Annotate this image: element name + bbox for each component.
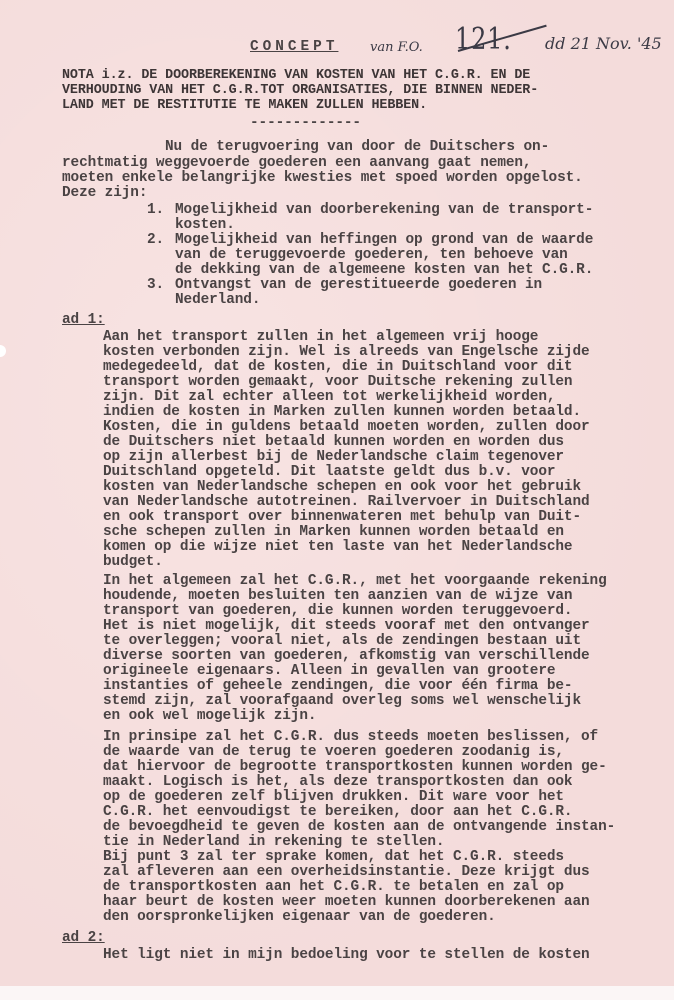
punch-hole <box>0 345 6 357</box>
section-ad1-label: ad 1: <box>62 312 105 328</box>
list-item-line: Mogelijkheid van doorberekening van de transport- <box>175 202 594 218</box>
text-line: transport worden gemaakt, voor Duitsche rekening zullen <box>103 374 573 390</box>
text-line: rechtmatig weggevoerde goederen een aanvang gaat nemen, <box>62 155 532 171</box>
text-line: Bij punt 3 zal ter sprake komen, dat het C.G.R. steeds <box>103 849 564 865</box>
ad1-paragraph-3 <box>103 730 615 925</box>
text-line: diverse soorten van goederen, afkomstig van verschillende <box>103 648 590 664</box>
text-line: C.G.R. het eenvoudigst te bereiken, door aan het C.G.R. <box>103 804 573 820</box>
text-line: op zijn allerbest bij de Nederlandsche claim tegenover <box>103 449 564 465</box>
text-line: In het algemeen zal het C.G.R., met het voorgaande rekening <box>103 573 607 589</box>
text-line: Aan het transport zullen in het algemeen vrij hooge <box>103 329 539 345</box>
text-line: den oorspronkelijken eigenaar van de goederen. <box>103 909 496 925</box>
text-line: indien de kosten in Marken zullen kunnen worden betaald. <box>103 404 582 420</box>
text-line: van Nederlandsche autotreinen. Railvervoer in Duitschland <box>103 494 590 510</box>
text-line: en ook wel mogelijk zijn. <box>103 708 317 724</box>
list-number: 2. <box>147 232 165 248</box>
text-line: Deze zijn: <box>62 185 148 201</box>
list-item-line: Ontvangst van de gerestitueerde goederen in <box>175 277 543 293</box>
handwritten-date: dd 21 Nov. '45 <box>545 34 662 53</box>
text-line: moeten enkele belangrijke kwesties met spoed worden opgelost. <box>62 170 583 186</box>
text-line: de bevoegdheid te geven de kosten aan de ontvangende instan- <box>103 819 616 835</box>
title-separator: ------------- <box>250 115 361 131</box>
text-line: te overleggen; vooral niet, als de zendingen bestaan uit <box>103 633 582 649</box>
text-line: zijn. Dit zal echter alleen tot werkelijkheid worden, <box>103 389 556 405</box>
text-line: origineele eigenaars. Alleen in gevallen van grootere <box>103 663 556 679</box>
text-line: de transportkosten aan het C.G.R. te betalen en zal op <box>103 879 564 895</box>
list-number: 1. <box>147 202 165 218</box>
list-item-line: de dekking van de algemeene kosten van het C.G.R. <box>175 262 594 278</box>
list-number: 3. <box>147 277 165 293</box>
text-line: kosten verbonden zijn. Wel is alreeds van Engelsche zijde <box>103 344 590 360</box>
text-line: Kosten, die in guldens betaald moeten worden, zullen door <box>103 419 590 435</box>
list-item-line: Nederland. <box>175 292 261 308</box>
text-line: transport van goederen, die kunnen worden teruggevoerd. <box>103 603 573 619</box>
text-line: NOTA i.z. DE DOORBEREKENING VAN KOSTEN VAN HET C.G.R. EN DE <box>62 68 531 83</box>
text-line: de waarde van de terug te voeren goederen zoodanig is, <box>103 744 564 760</box>
ad1-paragraph-1 <box>103 330 590 570</box>
text-line: Het ligt niet in mijn bedoeling voor te stellen de kosten <box>103 947 590 963</box>
list-item-line: van de teruggevoerde goederen, ten behoeve van <box>175 247 568 263</box>
section-ad2-label: ad 2: <box>62 930 105 946</box>
text-line: tie in Nederland in rekening te stellen. <box>103 834 445 850</box>
text-line: LAND MET DE RESTITUTIE TE MAKEN ZULLEN HEBBEN. <box>62 98 428 113</box>
text-line: kosten van Nederlandsche schepen en ook voor het gebruik <box>103 479 582 495</box>
text-line: houdende, moeten besluiten ten aanzien van de wijze van <box>103 588 573 604</box>
ad2-paragraph-1 <box>103 948 590 963</box>
text-line: de Duitschers niet betaald kunnen worden en worden dus <box>103 434 564 450</box>
text-line: op de goederen zelf blijven drukken. Dit ware voor het <box>103 789 564 805</box>
text-line: instanties of geheele zendingen, die voor één firma be- <box>103 678 573 694</box>
text-line: sche schepen zullen in Marken kunnen worden betaald en <box>103 524 564 540</box>
intro-paragraph <box>62 156 583 201</box>
handwritten-number: 121. <box>455 22 512 57</box>
text-line: VERHOUDING VAN HET C.G.R.TOT ORGANISATIES, DIE BINNEN NEDER- <box>62 83 539 98</box>
handwritten-from: van F.O. <box>370 40 423 55</box>
text-line: haar beurt de kosten weer moeten kunnen doorberekenen aan <box>103 894 590 910</box>
text-line: Duitschland opgeteld. Dit laatste geldt dus b.v. voor <box>103 464 556 480</box>
list-item-line: Mogelijkheid van heffingen op grond van de waarde <box>175 232 594 248</box>
list-item-line: kosten. <box>175 217 235 233</box>
text-line: Het is niet mogelijk, dit steeds vooraf met den ontvanger <box>103 618 590 634</box>
memo-title <box>62 68 538 113</box>
intro-first-line: Nu de terugvoering van door de Duitschers on- <box>165 139 550 155</box>
text-line: budget. <box>103 554 163 570</box>
text-line: In prinsipe zal het C.G.R. dus steeds moeten beslissen, of <box>103 729 599 745</box>
text-line: zal afleveren aan een overheidsinstantie. Deze krijgt dus <box>103 864 590 880</box>
text-line: en ook transport over binnenwateren met behulp van Duit- <box>103 509 582 525</box>
text-line: stemd zijn, zal voorafgaand overleg soms wel wenschelijk <box>103 693 582 709</box>
concept-heading: CONCEPT <box>250 39 339 55</box>
text-line: dat hiervoor de begrootte transportkosten kunnen worden ge- <box>103 759 607 775</box>
ad1-paragraph-2 <box>103 574 607 724</box>
scan-border <box>0 986 674 1000</box>
text-line: maakt. Logisch is het, als deze transportkosten dan ook <box>103 774 573 790</box>
text-line: komen op die wijze niet ten laste van het Nederlandsche <box>103 539 573 555</box>
text-line: medegedeeld, dat de kosten, die in Duitschland voor dit <box>103 359 573 375</box>
